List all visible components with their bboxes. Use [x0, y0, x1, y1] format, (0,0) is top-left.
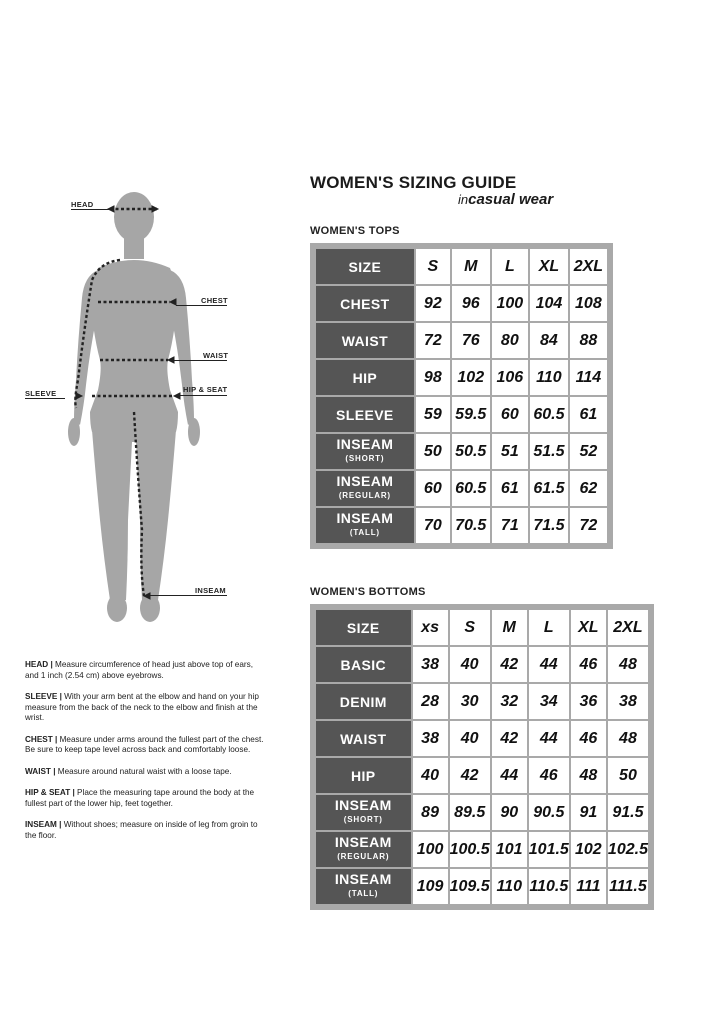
- bottoms-row-label: [316, 832, 411, 867]
- measurement-subname: (TALL): [348, 889, 379, 898]
- instruction-hip-seat: [25, 788, 265, 809]
- tops-size-col: L: [492, 249, 529, 284]
- bottoms-table: [310, 604, 654, 910]
- size-value-cell: 48: [608, 647, 648, 682]
- size-value-cell: 42: [450, 758, 490, 793]
- tops-row-label: [316, 286, 414, 321]
- chest-leader: [176, 305, 227, 306]
- size-value-cell: 109: [413, 869, 448, 904]
- tops-size-header: SIZE: [316, 249, 414, 284]
- bottoms-size-col: L: [529, 610, 569, 645]
- size-value-cell: 104: [530, 286, 568, 321]
- chest-label: CHEST: [201, 296, 228, 305]
- tops-size-col: XL: [530, 249, 568, 284]
- size-value-cell: 92: [416, 286, 450, 321]
- head-label: HEAD: [71, 200, 94, 209]
- size-value-cell: 88: [570, 323, 607, 358]
- bottoms-row-label: [316, 758, 411, 793]
- bottoms-row-label: [316, 795, 411, 830]
- size-value-cell: 60: [492, 397, 529, 432]
- tops-row: [316, 286, 607, 321]
- size-value-cell: 61.5: [530, 471, 568, 506]
- measurement-name: INSEAM: [334, 797, 392, 813]
- tops-row-label: [316, 397, 414, 432]
- measurement-name: SLEEVE: [336, 406, 394, 423]
- measurement-subname: (SHORT): [345, 454, 385, 463]
- size-value-cell: 61: [492, 471, 529, 506]
- size-value-cell: 38: [413, 647, 448, 682]
- tops-size-col: S: [416, 249, 450, 284]
- hip-seat-leader: [180, 395, 227, 396]
- measurement-name: INSEAM: [336, 473, 394, 489]
- tops-row-label: [316, 434, 414, 469]
- bottoms-size-col: S: [450, 610, 490, 645]
- bottoms-size-col: XL: [571, 610, 606, 645]
- measurement-name: BASIC: [340, 656, 387, 673]
- size-value-cell: 50: [416, 434, 450, 469]
- subtitle-prefix: in: [458, 192, 469, 207]
- size-value-cell: 110: [530, 360, 568, 395]
- size-value-cell: 72: [416, 323, 450, 358]
- bottoms-row: [316, 758, 648, 793]
- size-value-cell: 111.5: [608, 869, 648, 904]
- instruction-term: WAIST |: [25, 766, 56, 776]
- tops-header-row: [316, 249, 607, 284]
- size-value-cell: 46: [529, 758, 569, 793]
- size-value-cell: 89.5: [450, 795, 490, 830]
- size-value-cell: 60.5: [452, 471, 490, 506]
- size-value-cell: 71.5: [530, 508, 568, 543]
- waist-label: WAIST: [203, 351, 229, 360]
- size-value-cell: 114: [570, 360, 607, 395]
- size-value-cell: 60: [416, 471, 450, 506]
- size-value-cell: 62: [570, 471, 607, 506]
- size-value-cell: 102: [571, 832, 606, 867]
- size-value-cell: 102.5: [608, 832, 648, 867]
- size-value-cell: 48: [571, 758, 606, 793]
- instruction-term: CHEST |: [25, 734, 58, 744]
- tops-row: [316, 471, 607, 506]
- instruction-text: Measure circumference of head just above top of ears, and 1 inch (2.54 cm) above eyebrows.: [25, 660, 254, 680]
- measurement-subname: (REGULAR): [337, 852, 390, 861]
- measurement-subname: (TALL): [349, 528, 380, 537]
- measurement-subname: (REGULAR): [338, 491, 391, 500]
- size-value-cell: 34: [529, 684, 569, 719]
- instruction-text: Measure around natural waist with a loose tape.: [55, 766, 232, 776]
- hip-seat-label: HIP & SEAT: [183, 385, 228, 394]
- size-value-cell: 98: [416, 360, 450, 395]
- bottoms-size-header: SIZE: [316, 610, 411, 645]
- tops-row: [316, 360, 607, 395]
- bottoms-row: [316, 721, 648, 756]
- measurement-name: HIP: [350, 767, 376, 784]
- tops-row-label: [316, 471, 414, 506]
- size-value-cell: 84: [530, 323, 568, 358]
- size-value-cell: 70: [416, 508, 450, 543]
- waist-leader: [174, 360, 227, 361]
- tops-row-label: [316, 323, 414, 358]
- tops-row: [316, 323, 607, 358]
- instruction-term: HIP & SEAT |: [25, 788, 75, 797]
- tops-row: [316, 434, 607, 469]
- size-value-cell: 30: [450, 684, 490, 719]
- size-value-cell: 38: [608, 684, 648, 719]
- size-value-cell: 50: [608, 758, 648, 793]
- bottoms-row-label: [316, 684, 411, 719]
- size-value-cell: 44: [492, 758, 527, 793]
- measurement-name: DENIM: [339, 693, 387, 710]
- size-value-cell: 59.5: [452, 397, 490, 432]
- guide-subtitle: [458, 191, 553, 208]
- size-value-cell: 60.5: [530, 397, 568, 432]
- tops-row-label: [316, 508, 414, 543]
- size-value-cell: 76: [452, 323, 490, 358]
- size-value-cell: 59: [416, 397, 450, 432]
- sleeve-leader: [25, 398, 65, 399]
- measurement-name: WAIST: [340, 730, 387, 747]
- subtitle-brand: casual wear: [468, 191, 554, 208]
- instruction-term: SLEEVE |: [25, 692, 62, 701]
- size-value-cell: 100: [413, 832, 448, 867]
- measurement-name: INSEAM: [336, 436, 394, 452]
- bottoms-row-label: [316, 869, 411, 904]
- bottoms-header-row: [316, 610, 648, 645]
- size-value-cell: 108: [570, 286, 607, 321]
- size-value-cell: 90: [492, 795, 527, 830]
- size-value-cell: 100: [492, 286, 529, 321]
- instruction-text: With your arm bent at the elbow and hand on your hip measure from the back of the neck to the elbow and finish at the wrist.: [25, 692, 259, 722]
- size-value-cell: 91.5: [608, 795, 648, 830]
- size-value-cell: 46: [571, 647, 606, 682]
- measurement-name: HIP: [352, 369, 378, 386]
- size-value-cell: 42: [492, 721, 527, 756]
- size-value-cell: 96: [452, 286, 490, 321]
- bottoms-size-col: xs: [413, 610, 448, 645]
- measurement-name: CHEST: [340, 295, 390, 312]
- size-value-cell: 50.5: [452, 434, 490, 469]
- tops-row: [316, 397, 607, 432]
- guide-title: WOMEN'S SIZING GUIDE: [310, 173, 517, 192]
- size-value-cell: 44: [529, 721, 569, 756]
- size-value-cell: 32: [492, 684, 527, 719]
- tops-row-label: [316, 360, 414, 395]
- size-value-cell: 80: [492, 323, 529, 358]
- bottoms-row: [316, 832, 648, 867]
- bottoms-row-label: [316, 721, 411, 756]
- inseam-leader: [150, 595, 227, 596]
- bottoms-row: [316, 647, 648, 682]
- size-value-cell: 70.5: [452, 508, 490, 543]
- measurement-name: WAIST: [341, 332, 389, 349]
- measurement-instructions: [25, 660, 265, 852]
- instruction-chest: [25, 735, 265, 756]
- instruction-term: INSEAM |: [25, 820, 62, 829]
- size-value-cell: 110.5: [529, 869, 569, 904]
- measurement-name: INSEAM: [334, 871, 392, 887]
- instruction-waist: [25, 767, 265, 778]
- silhouette-shape: [68, 192, 200, 622]
- size-value-cell: 102: [452, 360, 490, 395]
- bottoms-row: [316, 869, 648, 904]
- bottoms-row: [316, 795, 648, 830]
- head-leader: [71, 209, 109, 210]
- inseam-label: INSEAM: [195, 586, 226, 595]
- size-value-cell: 100.5: [450, 832, 490, 867]
- size-value-cell: 91: [571, 795, 606, 830]
- size-value-cell: 109.5: [450, 869, 490, 904]
- size-value-cell: 101: [492, 832, 527, 867]
- instruction-sleeve: [25, 692, 265, 724]
- size-value-cell: 110: [492, 869, 527, 904]
- measurement-subname: (SHORT): [343, 815, 383, 824]
- size-value-cell: 61: [570, 397, 607, 432]
- size-value-cell: 72: [570, 508, 607, 543]
- size-value-cell: 38: [413, 721, 448, 756]
- instruction-inseam: [25, 820, 265, 841]
- sleeve-label: SLEEVE: [25, 389, 57, 398]
- bottoms-row: [316, 684, 648, 719]
- size-value-cell: 40: [413, 758, 448, 793]
- tops-table: [310, 243, 613, 549]
- size-value-cell: 28: [413, 684, 448, 719]
- size-value-cell: 111: [571, 869, 606, 904]
- instruction-text: Place the measuring tape around the body at the fullest part of the lower hip, feet together.: [25, 788, 255, 808]
- tops-size-col: 2XL: [570, 249, 607, 284]
- size-value-cell: 101.5: [529, 832, 569, 867]
- body-silhouette: [0, 180, 260, 640]
- tops-size-col: M: [452, 249, 490, 284]
- bottoms-label: WOMEN'S BOTTOMS: [310, 586, 426, 598]
- size-value-cell: 89: [413, 795, 448, 830]
- bottoms-row-label: [316, 647, 411, 682]
- size-value-cell: 44: [529, 647, 569, 682]
- instruction-term: HEAD |: [25, 660, 53, 669]
- bottoms-size-col: M: [492, 610, 527, 645]
- size-value-cell: 51: [492, 434, 529, 469]
- size-value-cell: 36: [571, 684, 606, 719]
- instruction-text: Without shoes; measure on inside of leg from groin to the floor.: [25, 820, 258, 840]
- tops-label: WOMEN'S TOPS: [310, 225, 400, 237]
- measurement-name: INSEAM: [336, 510, 394, 526]
- instruction-text: Measure under arms around the fullest part of the chest. Be sure to keep tape level across back and comfortably loose.: [25, 734, 264, 754]
- size-value-cell: 90.5: [529, 795, 569, 830]
- bottoms-size-col: 2XL: [608, 610, 648, 645]
- size-value-cell: 46: [571, 721, 606, 756]
- size-value-cell: 106: [492, 360, 529, 395]
- tops-row: [316, 508, 607, 543]
- size-value-cell: 40: [450, 647, 490, 682]
- size-value-cell: 48: [608, 721, 648, 756]
- size-value-cell: 71: [492, 508, 529, 543]
- measurement-name: INSEAM: [334, 834, 392, 850]
- size-value-cell: 51.5: [530, 434, 568, 469]
- size-value-cell: 52: [570, 434, 607, 469]
- size-value-cell: 42: [492, 647, 527, 682]
- instruction-head: [25, 660, 265, 681]
- size-value-cell: 40: [450, 721, 490, 756]
